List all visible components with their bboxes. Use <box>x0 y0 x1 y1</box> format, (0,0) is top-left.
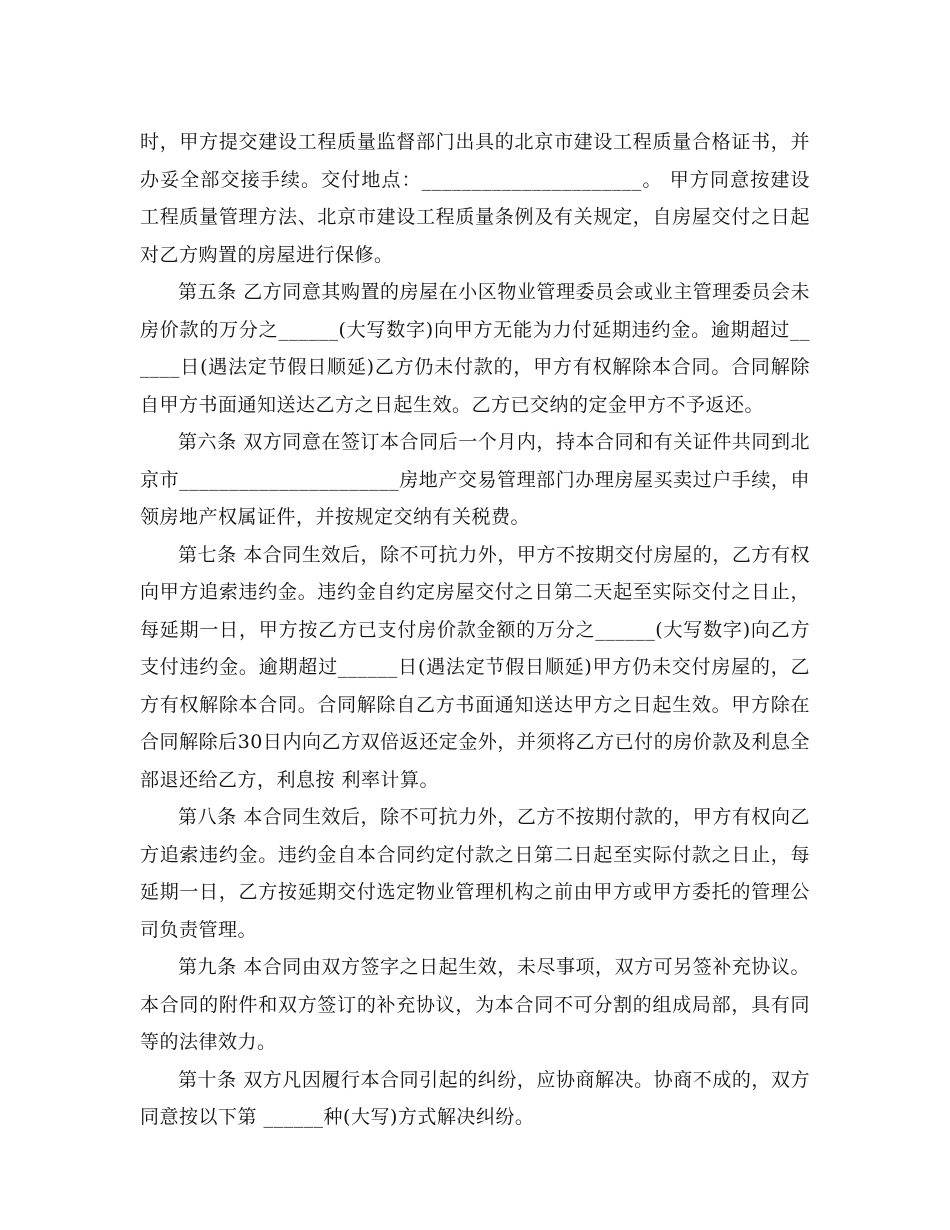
article-7: 第七条 本合同生效后，除不可抗力外，甲方不按期交付房屋的，乙方有权向甲方追索违约金。违约金自约定房屋交付之日第二天起至实际交付之日止，每延期一日，甲方按乙方已支付房价款金额的万分之______(大写数字)向乙方支付违约金。逾期超过______日(遇法定节假日顺延)甲方仍未交付房屋的，乙方有权解除本合同。合同解除自乙方书面通知送达甲方之日起生效。甲方除在合同解除后30日内向乙方双倍返还定金外，并须将乙方已付的房价款及利息全部退还给乙方，利息按 利率计算。 <box>140 543 810 791</box>
article-10: 第十条 双方凡因履行本合同引起的纠纷，应协商解决。协商不成的，双方同意按以下第 ______种(大写)方式解决纠纷。 <box>140 1068 810 1128</box>
article-6: 第六条 双方同意在签订本合同后一个月内，持本合同和有关证件共同到北京市______________________房地产交易管理部门办理房屋买卖过户手续，申领房地产权属证件，并按规定交纳有关税费。 <box>140 431 810 528</box>
article-8: 第八条 本合同生效后，除不可抗力外，乙方不按期付款的，甲方有权向乙方追索违约金。违约金自本合同约定付款之日第二日起至实际付款之日止，每延期一日，乙方按延期交付选定物业管理机构之前由甲方或甲方委托的管理公司负责管理。 <box>140 806 810 941</box>
paragraph-continuation: 时，甲方提交建设工程质量监督部门出具的北京市建设工程质量合格证书，并办妥全部交接手续。交付地点：______________________。 甲方同意按建设工程质量管理方法、北京市建设工程质量条例及有关规定，自房屋交付之日起对乙方购置的房屋进行保修。 <box>140 131 810 266</box>
contract-body <box>140 124 810 1137</box>
article-9: 第九条 本合同由双方签字之日起生效，未尽事项，双方可另签补充协议。本合同的附件和双方签订的补充协议，为本合同不可分割的组成局部，具有同等的法律效力。 <box>140 956 810 1053</box>
article-5: 第五条 乙方同意其购置的房屋在小区物业管理委员会或业主管理委员会未房价款的万分之______(大写数字)向甲方无能为力付延期违约金。逾期超过______日(遇法定节假日顺延)乙方仍未付款的，甲方有权解除本合同。合同解除自甲方书面通知送达乙方之日起生效。乙方已交纳的定金甲方不予返还。 <box>140 281 810 416</box>
